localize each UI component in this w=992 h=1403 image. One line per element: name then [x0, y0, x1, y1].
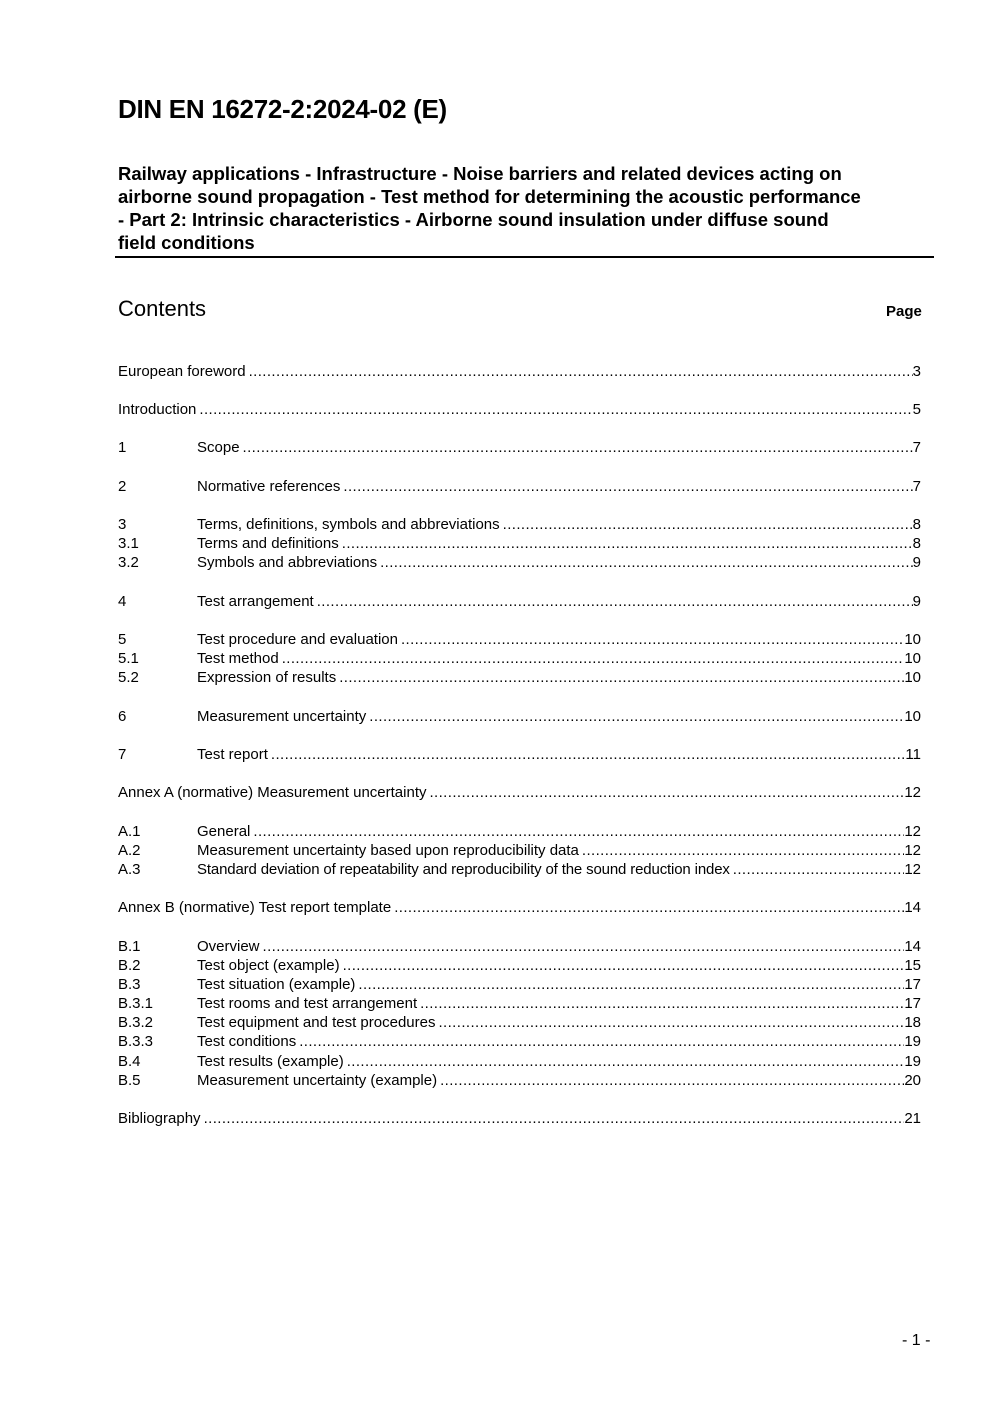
toc-entry[interactable]	[118, 841, 921, 860]
toc-entry-title: Measurement uncertainty (example)	[197, 1072, 438, 1089]
toc-entry[interactable]	[118, 534, 921, 553]
toc-entry-page: 14	[904, 938, 921, 955]
toc-entry-number: 3.1	[118, 535, 139, 552]
toc-entry-title: Test object (example)	[197, 957, 340, 974]
toc-leader-dots	[339, 668, 904, 687]
toc-leader-dots	[438, 1013, 904, 1032]
toc-leader-dots	[347, 1052, 905, 1071]
toc-entry[interactable]	[118, 975, 921, 994]
toc-entry-page: 10	[904, 669, 921, 686]
toc-entry-number: 5.1	[118, 650, 139, 667]
toc-entry-title: Standard deviation of repeatability and reproducibility of the sound reduction index	[197, 861, 730, 878]
toc-entry-title: Terms, definitions, symbols and abbreviations	[197, 516, 500, 533]
toc-leader-dots	[204, 1109, 905, 1128]
toc-entry-number: 4	[118, 593, 127, 610]
toc-entry-page: 18	[904, 1014, 921, 1031]
toc-entry-page: 12	[904, 861, 921, 878]
toc-entry-title: Measurement uncertainty based upon reproducibility data	[197, 842, 579, 859]
toc-entry-title: Test report	[197, 746, 268, 763]
toc-entry[interactable]	[118, 898, 921, 917]
toc-entry-page: 17	[904, 976, 921, 993]
document-title	[118, 162, 933, 254]
toc-entry-number: B.5	[118, 1072, 141, 1089]
toc-entry[interactable]	[118, 668, 921, 687]
toc-entry-title: Test method	[197, 650, 279, 667]
toc-entry-number: A.1	[118, 823, 141, 840]
toc-leader-dots	[358, 975, 904, 994]
toc-entry[interactable]	[118, 783, 921, 802]
toc-leader-dots	[299, 1032, 904, 1051]
document-title-line: field conditions	[118, 232, 255, 253]
toc-entry-title: Test arrangement	[197, 593, 314, 610]
toc-entry-number: B.3.1	[118, 995, 154, 1012]
toc-entry-title: Normative references	[197, 478, 341, 495]
toc-entry-number: A.3	[118, 861, 141, 878]
toc-entry-number: 6	[118, 708, 127, 725]
toc-entry-title: Terms and definitions	[197, 535, 339, 552]
toc-leader-dots	[401, 630, 904, 649]
toc-entry[interactable]	[118, 438, 921, 457]
toc-entry-page: 12	[904, 842, 921, 859]
toc-entry-number: 3.2	[118, 554, 139, 571]
toc-entry-page: 10	[904, 650, 921, 667]
toc-leader-dots	[380, 553, 913, 572]
document-title-line: - Part 2: Intrinsic characteristics - Airborne sound insulation under diffuse sound	[118, 209, 829, 230]
toc-entry-title: Expression of results	[197, 669, 337, 686]
toc-leader-dots	[342, 534, 913, 553]
page-number: - 1 -	[902, 1332, 931, 1349]
document-id: DIN EN 16272-2:2024-02 (E)	[118, 94, 447, 124]
toc-entry-title: Measurement uncertainty	[197, 708, 367, 725]
toc-entry[interactable]	[118, 860, 921, 879]
toc-leader-dots	[343, 477, 912, 496]
toc-entry-title: Annex B (normative) Test report template	[118, 899, 392, 916]
toc-entry-page: 7	[912, 478, 921, 495]
toc-entry-page: 3	[912, 363, 921, 380]
toc-entry-page: 12	[904, 823, 921, 840]
toc-entry[interactable]	[118, 994, 921, 1013]
toc-entry[interactable]	[118, 515, 921, 534]
toc-entry-page: 12	[904, 784, 921, 801]
toc-entry-page: 17	[904, 995, 921, 1012]
toc-entry-page: 10	[904, 708, 921, 725]
toc-entry-title: Introduction	[118, 401, 197, 418]
toc-leader-dots	[199, 400, 912, 419]
toc-entry[interactable]	[118, 745, 921, 764]
toc-entry-number: B.1	[118, 938, 141, 955]
toc-leader-dots	[249, 362, 913, 381]
toc-entry-number: 3	[118, 516, 127, 533]
toc-entry-page: 15	[904, 957, 921, 974]
toc-entry[interactable]	[118, 937, 921, 956]
toc-entry-page: 11	[905, 746, 921, 763]
toc-leader-dots	[440, 1071, 904, 1090]
toc-entry-page: 14	[904, 899, 921, 916]
toc-entry-number: B.3.2	[118, 1014, 154, 1031]
document-title-line: Railway applications - Infrastructure - Noise barriers and related devices acting on	[118, 163, 842, 184]
toc-leader-dots	[429, 783, 904, 802]
toc-entry[interactable]	[118, 822, 921, 841]
title-divider	[115, 256, 934, 258]
toc-entry-title: Test rooms and test arrangement	[197, 995, 418, 1012]
toc-entry[interactable]	[118, 1071, 921, 1090]
toc-entry-title: Test situation (example)	[197, 976, 356, 993]
toc-entry-title: Annex A (normative) Measurement uncertainty	[118, 784, 427, 801]
contents-heading: Contents	[118, 296, 207, 321]
toc-entry-title: Symbols and abbreviations	[197, 554, 378, 571]
toc-entry-number: B.2	[118, 957, 141, 974]
toc-entry-number: B.4	[118, 1053, 141, 1070]
toc-entry[interactable]	[118, 956, 921, 975]
toc-entry-title: General	[197, 823, 251, 840]
toc-entry-number: A.2	[118, 842, 141, 859]
toc-entry[interactable]	[118, 477, 921, 496]
toc-leader-dots	[394, 898, 904, 917]
toc-entry[interactable]	[118, 362, 921, 381]
toc-entry-title: Test conditions	[197, 1033, 297, 1050]
toc-leader-dots	[243, 438, 913, 457]
toc-entry-number: 1	[118, 439, 127, 456]
toc-entry-title: Overview	[197, 938, 260, 955]
toc-leader-dots	[282, 649, 905, 668]
toc-entry-page: 21	[904, 1110, 921, 1127]
toc-leader-dots	[271, 745, 906, 764]
toc-entry-page: 19	[904, 1053, 921, 1070]
toc-entry-title: Test equipment and test procedures	[197, 1014, 436, 1031]
toc-entry-title: Test procedure and evaluation	[197, 631, 398, 648]
toc-entry-title: Scope	[197, 439, 240, 456]
toc-entry[interactable]	[118, 400, 921, 419]
document-title-line: airborne sound propagation - Test method for determining the acoustic performance	[118, 186, 861, 207]
toc-entry-page: 8	[912, 535, 921, 552]
toc-leader-dots	[503, 515, 913, 534]
toc-leader-dots	[253, 822, 904, 841]
toc-entry-page: 7	[912, 439, 921, 456]
toc-entry[interactable]	[118, 1013, 921, 1032]
toc-entry-page: 19	[904, 1033, 921, 1050]
toc-leader-dots	[343, 956, 905, 975]
toc-entry-page: 9	[912, 593, 921, 610]
toc-entry-title: European foreword	[118, 363, 246, 380]
toc-entry-number: 7	[118, 746, 127, 763]
toc-entry-number: B.3.3	[118, 1033, 154, 1050]
toc-entry[interactable]	[118, 1032, 921, 1051]
toc-entry[interactable]	[118, 1052, 921, 1071]
toc-entry[interactable]	[118, 630, 921, 649]
toc-leader-dots	[582, 841, 904, 860]
toc-entry-title: Bibliography	[118, 1110, 201, 1127]
toc-leader-dots	[263, 937, 905, 956]
toc-entry-title: Test results (example)	[197, 1053, 344, 1070]
toc-entry-page: 9	[912, 554, 921, 571]
toc-entry[interactable]	[118, 592, 921, 611]
toc-leader-dots	[733, 860, 905, 879]
toc-leader-dots	[369, 707, 904, 726]
toc-entry[interactable]	[118, 649, 921, 668]
toc-leader-dots	[420, 994, 904, 1013]
toc-entry-page: 5	[912, 401, 921, 418]
toc-leader-dots	[317, 592, 913, 611]
toc-entry-number: 5	[118, 631, 127, 648]
toc-entry-page: 10	[904, 631, 921, 648]
toc-entry-page: 8	[912, 516, 921, 533]
toc-entry-number: 5.2	[118, 669, 139, 686]
toc-entry[interactable]	[118, 1109, 921, 1128]
toc-entry[interactable]	[118, 553, 921, 572]
toc-entry-page: 20	[904, 1072, 921, 1089]
toc-entry-number: B.3	[118, 976, 141, 993]
toc-entry[interactable]	[118, 707, 921, 726]
page-column-label: Page	[886, 303, 922, 320]
toc-entry-number: 2	[118, 478, 127, 495]
